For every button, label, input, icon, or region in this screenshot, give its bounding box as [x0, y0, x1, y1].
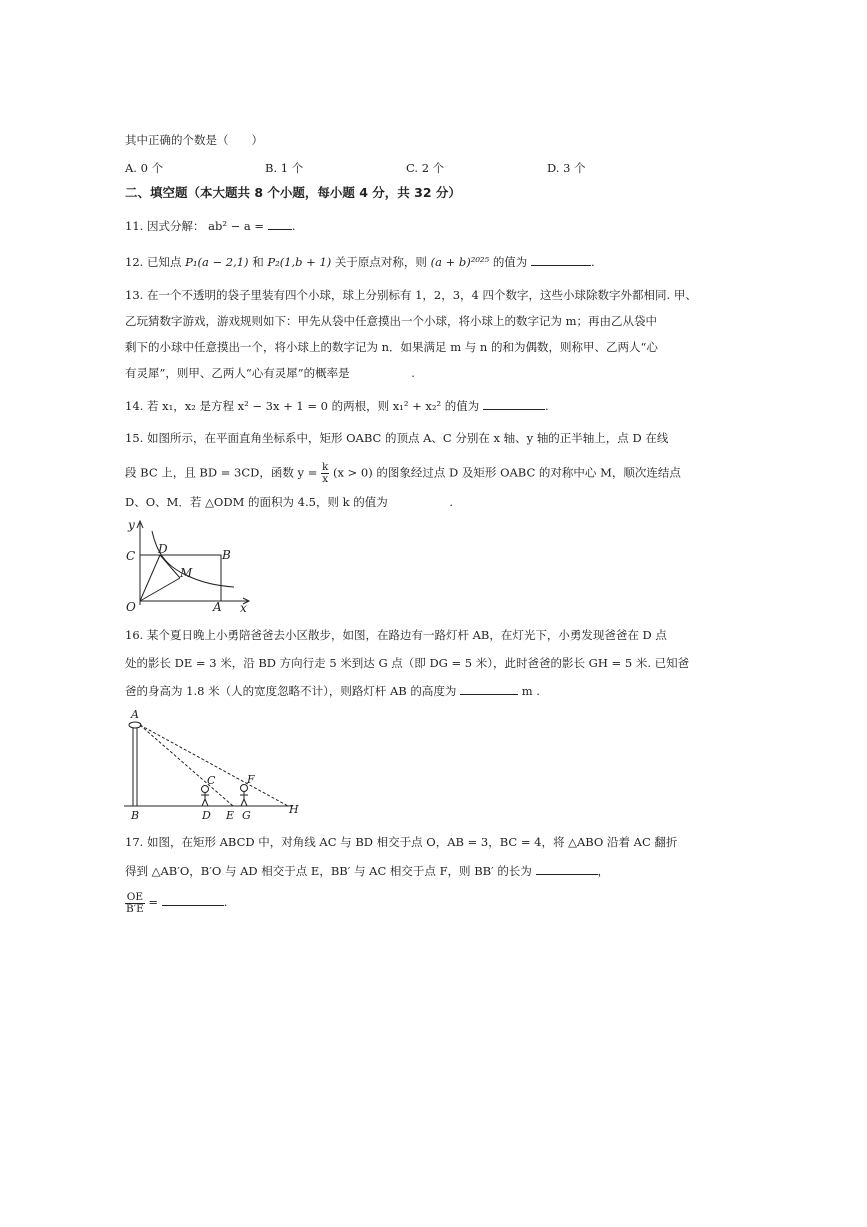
math-expression: ab² − a = [208, 219, 265, 233]
point-p1: P₁(a − 2,1) [185, 255, 249, 269]
segment-dm [160, 555, 180, 578]
label-d: D [202, 809, 211, 821]
punctuation: ， [597, 864, 610, 878]
label-x: x [240, 601, 247, 615]
question-text: 关于原点对称，则 [334, 255, 427, 269]
question-11: 11. 因式分解： ab² − a = . [125, 219, 296, 233]
question-text: 和 [252, 255, 264, 269]
punctuation: . [449, 495, 454, 509]
question-text: (x > 0) 的图象经过点 D 及矩形 OABC 的对称中心 M，顺次连结点 [333, 465, 681, 480]
label-e: E [226, 809, 235, 821]
question-17-line-2 [125, 863, 609, 879]
label-m: M [180, 566, 193, 580]
question-text: D、O、M．若 △ODM 的面积为 4.5，则 k 的值为 [125, 495, 388, 509]
answer-blank[interactable] [353, 366, 411, 377]
point-p2: P₂(1,b + 1) [267, 255, 332, 269]
question-15-line-3 [125, 494, 453, 510]
label-b: B [131, 809, 140, 821]
question-14 [125, 398, 549, 414]
fraction-numerator: OE [126, 890, 144, 903]
question-number: 11. [125, 219, 144, 233]
answer-blank[interactable] [391, 495, 449, 506]
punctuation: . [544, 399, 549, 413]
question-16-line-3 [125, 683, 540, 699]
label-y: y [128, 518, 135, 532]
question-text: 得到 △AB′O，B′O 与 AD 相交于点 E，BB′ 与 AC 相交于点 F，则 BB′ 的长为 [125, 864, 532, 878]
question-12 [125, 254, 595, 270]
option-a: A. 0 个 [125, 161, 164, 175]
equals-sign: = [148, 895, 159, 909]
label-b: B [222, 548, 231, 562]
ray-a-to-h [140, 725, 288, 806]
question-13-line-1: 13. 在一个不透明的袋子里装有四个小球，球上分别标有 1，2，3，4 四个数字，这些小球除数字外都相同. 甲、 [125, 288, 697, 302]
section-heading: 二、填空题（本大题共 8 个小题，每小题 4 分，共 32 分） [125, 185, 461, 200]
question-text: 有灵犀”，则甲、乙两人“心有灵犀”的概率是 [125, 366, 350, 380]
option-b: B. 1 个 [265, 161, 304, 175]
question-text: 已知点 [146, 255, 182, 269]
label-a: A [213, 600, 222, 614]
punctuation: . [411, 366, 415, 380]
punctuation: . [223, 895, 228, 909]
label-o: O [126, 600, 136, 614]
lamp-head [129, 722, 141, 728]
person-at-d [201, 786, 209, 807]
label-c: C [126, 549, 136, 563]
fraction-k-over-x [321, 462, 329, 485]
figure-16-streetlight-diagram [118, 706, 308, 821]
question-text: 的值为 [492, 255, 528, 269]
answer-blank[interactable] [531, 255, 591, 266]
person-at-g [240, 785, 248, 807]
option-d: D. 3 个 [547, 161, 586, 175]
question-number: 12. [125, 255, 144, 269]
answer-blank[interactable] [483, 399, 545, 410]
question-13-line-2: 乙玩猜数字游戏，游戏规则如下：甲先从袋中任意摸出一个小球，将小球上的数字记为 m；再由乙从袋中 [125, 314, 658, 328]
option-c: C. 2 个 [406, 161, 445, 175]
question-text: 段 BC 上，且 BD = 3CD，函数 y = [125, 465, 318, 480]
fraction-denominator: x [322, 473, 329, 485]
question-17-line-1: 17. 如图，在矩形 ABCD 中，对角线 AC 与 BD 相交于点 O，AB = 3，BC = 4，将 △ABO 沿着 AC 翻折 [125, 835, 678, 849]
math-expression: (a + b)²⁰²⁵ [430, 255, 490, 269]
question-text: 14. 若 x₁，x₂ 是方程 x² − 3x + 1 = 0 的两根，则 x₁² + x₂² 的值为 [125, 399, 480, 413]
fraction-numerator: k [321, 461, 329, 473]
segment-od [140, 555, 160, 601]
fraction-oe-over-be [125, 892, 145, 915]
label-c: C [207, 774, 216, 787]
answer-blank[interactable] [536, 864, 598, 875]
question-16-line-2: 处的影长 DE = 3 米，沿 BD 方向行走 5 米到达 G 点（即 DG = 5 米），此时爸爸的影长 GH = 5 米. 已知爸 [125, 656, 690, 670]
figure-15-coordinate-diagram [118, 515, 258, 615]
unit: m . [521, 684, 540, 698]
label-h: H [289, 803, 299, 816]
segment-om [140, 578, 180, 601]
question-17-line-3 [125, 887, 227, 917]
label-a: A [131, 708, 139, 721]
fraction-denominator: B′E [126, 902, 144, 915]
question-16-line-1: 16. 某个夏日晚上小勇陪爸爸去小区散步，如图，在路边有一路灯杆 AB，在灯光下，小勇发现爸爸在 D 点 [125, 628, 667, 642]
question-text: 因式分解： [146, 219, 205, 233]
label-d: D [158, 542, 168, 556]
answer-blank[interactable] [268, 219, 292, 230]
question-13-line-4 [125, 365, 415, 381]
question-text: 爸的身高为 1.8 米（人的宽度忽略不计），则路灯杆 AB 的高度为 [125, 684, 457, 698]
answer-blank[interactable] [460, 684, 518, 695]
ray-a-to-e [140, 725, 233, 806]
question-15-line-2 [125, 462, 681, 485]
question-13-line-3: 剩下的小球中任意摸出一个，将小球上的数字记为 n．如果满足 m 与 n 的和为偶数，则称甲、乙两人“心 [125, 340, 658, 354]
question-intro: 其中正确的个数是（ ） [125, 133, 263, 147]
label-g: G [242, 809, 251, 821]
answer-blank[interactable] [162, 895, 224, 906]
question-15-line-1: 15. 如图所示，在平面直角坐标系中，矩形 OABC 的顶点 A、C 分别在 x 轴、y 轴的正半轴上，点 D 在线 [125, 431, 669, 445]
punctuation: . [590, 255, 595, 269]
label-f: F [247, 773, 255, 786]
